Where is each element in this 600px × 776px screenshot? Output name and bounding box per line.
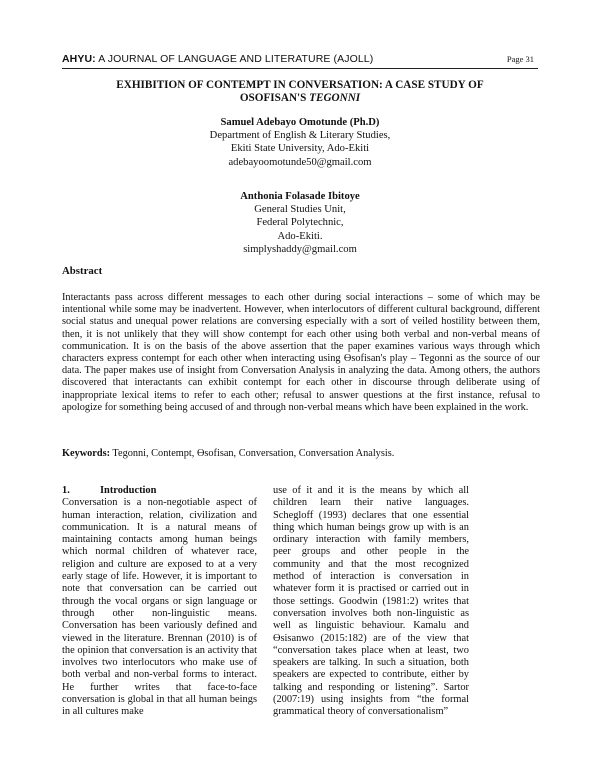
journal-name: A JOURNAL OF LANGUAGE AND LITERATURE (AJOLL): [95, 53, 374, 65]
header-rule: [62, 68, 538, 69]
journal-abbrev: AHYU:: [62, 53, 96, 65]
author-2: [62, 190, 538, 256]
author-affiliation-line: Ekiti State University, Ado-Ekiti: [230, 143, 370, 155]
author-name: Samuel Adebayo Omotunde (Ph.D): [220, 117, 380, 128]
title-line-2: [62, 92, 538, 105]
keywords-text: Tegonni, Contempt, Ɵsofisan, Conversation, Conversation Analysis.: [110, 448, 395, 459]
author-email: simplyshaddy@gmail.com: [243, 243, 357, 255]
right-column: [273, 485, 469, 719]
author-affiliation-line: Department of English & Literary Studies,: [209, 130, 391, 142]
section-title: Introduction: [100, 485, 157, 496]
title-play-name: TEGONNI: [309, 92, 361, 104]
author-1: [62, 116, 538, 169]
author-email: adebayoomotunde50@gmail.com: [228, 156, 372, 168]
paper-title: [62, 79, 538, 105]
body-text-left: Conversation is a non-negotiable aspect of human interaction, relation, civilization and communication. It is a natural means of maintaining contacts among human beings which normal children of whatever race, religion and culture are exposed to at a very early stage of life. However, it is important to note that conversation can be carried out through the vocal organs or sign language or through other non-linguistic means. Conversation has been variously defined and viewed in the literature. Brennan (2010) is of the opinion that conversation is an activity that involves two interlocutors who make use of both verbal and non-verbal forms to interact. He further writes that face-to-face conversation is global in that all human beings in all cultures make: [62, 497, 257, 718]
keywords: [62, 448, 540, 459]
page-number: Page 31: [506, 54, 534, 64]
keywords-label: Keywords:: [62, 448, 111, 459]
title-prefix: OSOFISAN'S: [239, 92, 310, 104]
author-name: Anthonia Folasade Ibitoye: [240, 191, 360, 202]
author-affiliation-line: Ado-Ekiti.: [277, 230, 323, 242]
author-affiliation-line: General Studies Unit,: [254, 204, 346, 216]
author-affiliation-line: Federal Polytechnic,: [256, 217, 344, 229]
abstract-heading: Abstract: [62, 265, 103, 277]
abstract-body: Interactants pass across different messages to each other during social interactions – some of which may be intentional while some may be inadvertent. However, when interlocutors of different cultural background, different social status and unequal power relations are conversing especially with a sort of veiled hostility between them, then, it is not unlikely that they will show contempt for each other using both verbal and non-verbal means of communication. It is on the basis of the above assertion that the paper examines various ways through which characters express contempt for each other when interacting using Ɵsofisan's play – Tegonni as the source of our data. The paper makes use of insight from Conversation Analysis in analyzing the data. Among others, the authors discovered that interactants can exhibit contempt for each other in discourse through deliberate using of inappropriate lexical items to refer to each other; refusal to answer questions at the first instance, refusal to apologize for something being accused of and through non-verbal means which have been explained in the work.: [62, 292, 540, 413]
journal-title: [62, 53, 373, 65]
body-text-right: use of it and it is the means by which all children learn their native languages. Schegloff (1993) declares that one essential thing which human beings grow up with is an ordinary interaction with family members, peer groups and other people in the community and that the most recognized method of interaction is conversation in whatever form it is practised or carried out in those settings. Goodwin (1981:2) writes that conversation involves both non-linguistic as well as linguistic behaviour. Kamalu and Ɵsisanwo (2015:182) are of the view that “conversation takes place when at least, two speakers are talking. In such a situation, both speakers are expected to contribute, either by talking and responding or listening”. Sartor (2007:19) using insights from “the formal grammatical theory of conversationalism”: [273, 485, 469, 718]
title-line-1: EXHIBITION OF CONTEMPT IN CONVERSATION: A CASE STUDY OF: [116, 79, 484, 91]
section-number: 1.: [62, 485, 70, 496]
left-column: [62, 485, 257, 719]
section-heading: [62, 485, 257, 497]
